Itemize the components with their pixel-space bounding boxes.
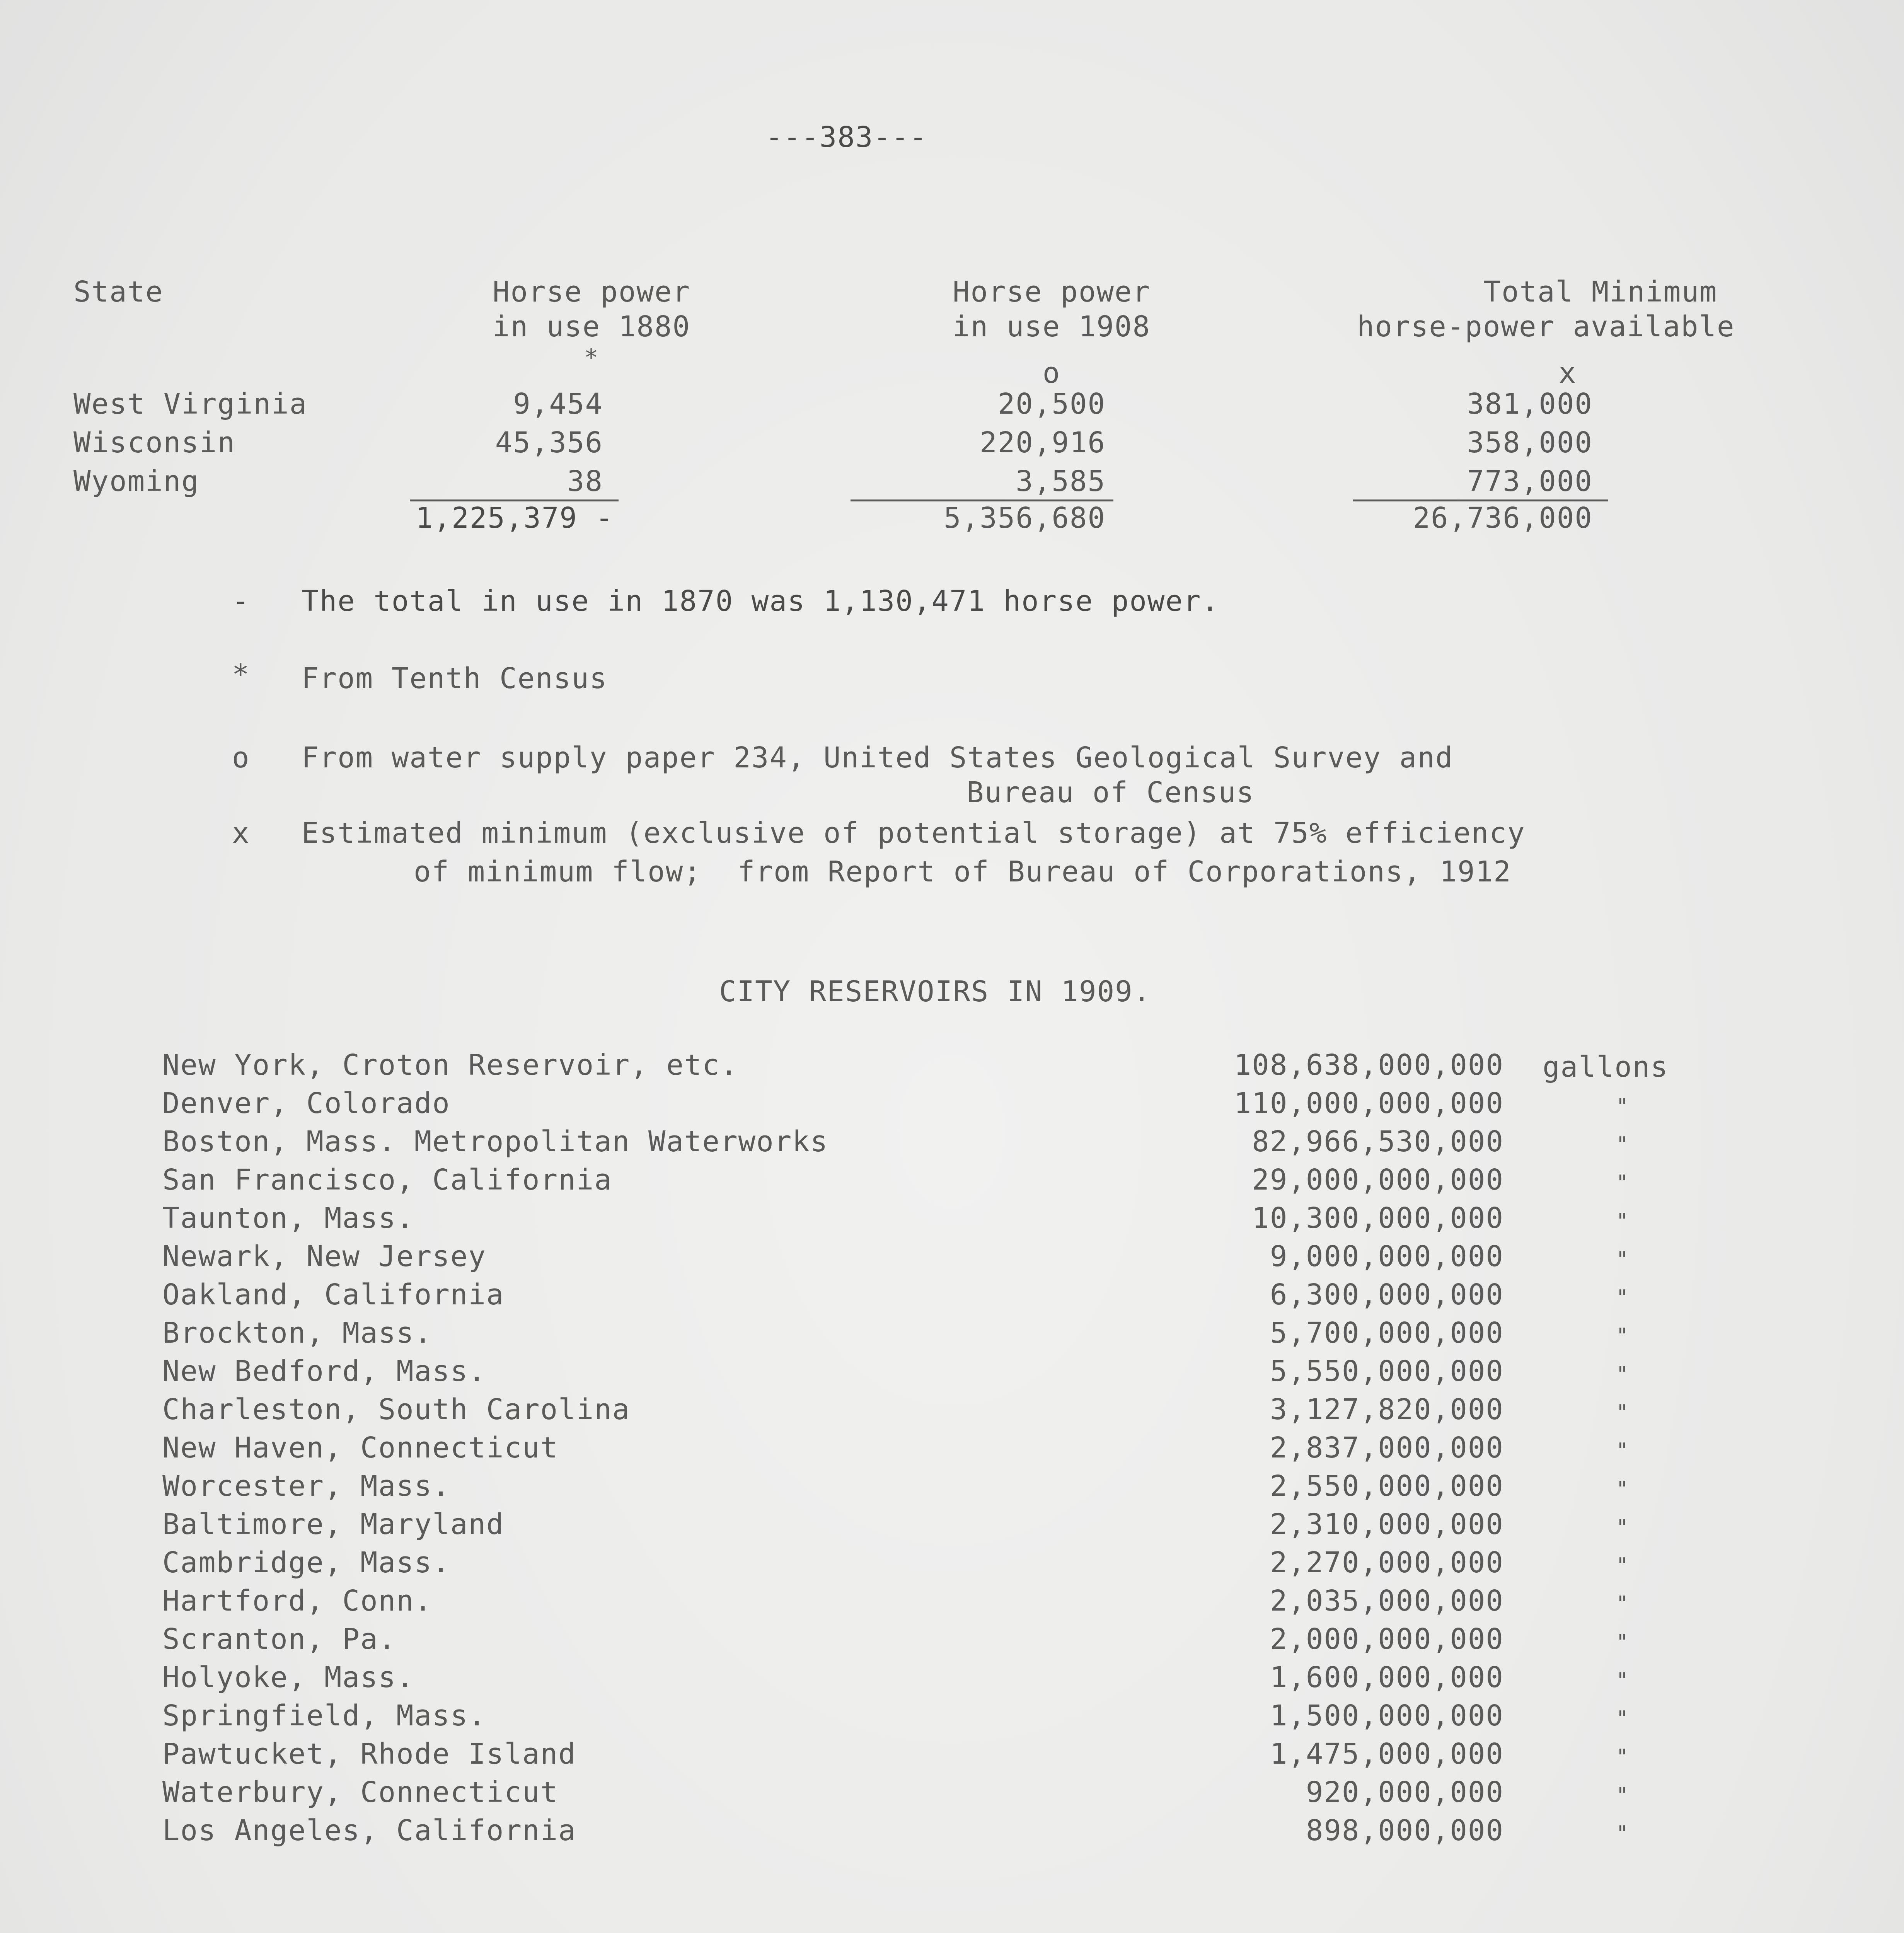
header-hp1880-line1: Horse power bbox=[492, 275, 691, 309]
ditto-mark: " bbox=[1616, 1247, 1630, 1272]
reservoir-city: Holyoke, Mass. bbox=[162, 1661, 414, 1694]
total-total: 26,736,000 bbox=[1413, 501, 1593, 535]
table-row-total: 381,000 bbox=[1467, 387, 1593, 421]
table-row-state: West Virginia bbox=[73, 387, 308, 421]
ditto-mark: " bbox=[1616, 1324, 1630, 1348]
reservoir-gallons: 2,550,000,000 bbox=[1270, 1469, 1504, 1503]
reservoir-city: Hartford, Conn. bbox=[162, 1584, 433, 1618]
reservoirs-unit: gallons bbox=[1543, 1050, 1669, 1084]
footnote-text: Bureau of Census bbox=[966, 776, 1255, 809]
table-row-hp1908: 20,500 bbox=[997, 387, 1106, 421]
ditto-mark: " bbox=[1616, 1515, 1630, 1539]
header-hp1908-line1: Horse power bbox=[952, 275, 1151, 309]
reservoir-gallons: 6,300,000,000 bbox=[1270, 1278, 1504, 1311]
reservoir-gallons: 110,000,000,000 bbox=[1234, 1087, 1504, 1120]
reservoir-gallons: 2,000,000,000 bbox=[1270, 1623, 1504, 1656]
reservoir-city: Charleston, South Carolina bbox=[162, 1393, 631, 1426]
ditto-mark: " bbox=[1616, 1706, 1630, 1731]
reservoir-gallons: 898,000,000 bbox=[1306, 1814, 1504, 1847]
ditto-mark: " bbox=[1616, 1209, 1630, 1233]
footnote-mark: o bbox=[232, 741, 250, 774]
reservoir-gallons: 9,000,000,000 bbox=[1270, 1240, 1504, 1273]
table-row-hp1880: 38 bbox=[567, 465, 603, 498]
reservoir-gallons: 5,700,000,000 bbox=[1270, 1316, 1504, 1350]
reservoir-gallons: 3,127,820,000 bbox=[1270, 1393, 1504, 1426]
reservoir-gallons: 2,035,000,000 bbox=[1270, 1584, 1504, 1618]
header-total-mark: x bbox=[1558, 356, 1577, 390]
ditto-mark: " bbox=[1616, 1132, 1630, 1157]
ditto-mark: " bbox=[1616, 1630, 1630, 1654]
reservoir-gallons: 920,000,000 bbox=[1306, 1776, 1504, 1809]
ditto-mark: " bbox=[1616, 1745, 1630, 1769]
header-total-line1: Total Minimum bbox=[1483, 275, 1718, 309]
reservoir-city: Springfield, Mass. bbox=[162, 1699, 486, 1732]
footnote-text: From water supply paper 234, United States Geological Survey and bbox=[302, 741, 1454, 774]
footnote-text: From Tenth Census bbox=[302, 662, 608, 695]
reservoir-city: Waterbury, Connecticut bbox=[162, 1776, 559, 1809]
reservoir-city: Boston, Mass. Metropolitan Waterworks bbox=[162, 1125, 828, 1158]
table-row-hp1908: 220,916 bbox=[980, 426, 1106, 459]
reservoir-city: New Bedford, Mass. bbox=[162, 1355, 486, 1388]
table-row-hp1908: 3,585 bbox=[1016, 465, 1106, 498]
reservoir-city: Denver, Colorado bbox=[162, 1087, 450, 1120]
reservoir-gallons: 2,270,000,000 bbox=[1270, 1546, 1504, 1579]
reservoir-city: Brockton, Mass. bbox=[162, 1316, 433, 1350]
reservoir-gallons: 1,475,000,000 bbox=[1270, 1737, 1504, 1771]
ditto-mark: " bbox=[1616, 1477, 1630, 1501]
footnote-text: of minimum flow; from Report of Bureau of Corporations, 1912 bbox=[414, 855, 1512, 888]
reservoir-gallons: 108,638,000,000 bbox=[1234, 1048, 1504, 1082]
footnote-mark: * bbox=[232, 658, 250, 691]
ditto-mark: " bbox=[1616, 1400, 1630, 1425]
footnote-mark: - bbox=[232, 585, 250, 618]
reservoir-gallons: 2,310,000,000 bbox=[1270, 1508, 1504, 1541]
table-row-total: 773,000 bbox=[1467, 465, 1593, 498]
table-row-state: Wisconsin bbox=[73, 426, 235, 459]
ditto-mark: " bbox=[1616, 1821, 1630, 1846]
table-row-state: Wyoming bbox=[73, 465, 199, 498]
reservoir-gallons: 82,966,530,000 bbox=[1252, 1125, 1504, 1158]
header-hp1880-mark: * bbox=[584, 344, 599, 371]
ditto-mark: " bbox=[1616, 1362, 1630, 1386]
ditto-mark: " bbox=[1616, 1783, 1630, 1807]
table-row-total: 358,000 bbox=[1467, 426, 1593, 459]
reservoir-gallons: 2,837,000,000 bbox=[1270, 1431, 1504, 1464]
ditto-mark: " bbox=[1616, 1668, 1630, 1693]
header-hp1908-mark: o bbox=[1042, 356, 1061, 390]
header-hp1908-line2: in use 1908 bbox=[952, 310, 1151, 343]
footnote-text: The total in use in 1870 was 1,130,471 horse power. bbox=[302, 585, 1220, 618]
table-row-hp1880: 9,454 bbox=[513, 387, 603, 421]
ditto-mark: " bbox=[1616, 1553, 1630, 1578]
reservoir-city: New Haven, Connecticut bbox=[162, 1431, 559, 1464]
reservoir-city: Cambridge, Mass. bbox=[162, 1546, 450, 1579]
reservoir-gallons: 1,500,000,000 bbox=[1270, 1699, 1504, 1732]
reservoir-city: Scranton, Pa. bbox=[162, 1623, 397, 1656]
ditto-mark: " bbox=[1616, 1285, 1630, 1310]
ditto-mark: " bbox=[1616, 1439, 1630, 1463]
table-row-hp1880: 45,356 bbox=[495, 426, 603, 459]
reservoir-gallons: 1,600,000,000 bbox=[1270, 1661, 1504, 1694]
ditto-mark: " bbox=[1616, 1171, 1630, 1195]
header-total-line2: horse-power available bbox=[1357, 310, 1735, 343]
reservoir-city: Oakland, California bbox=[162, 1278, 505, 1311]
reservoir-city: Worcester, Mass. bbox=[162, 1469, 450, 1503]
reservoir-city: New York, Croton Reservoir, etc. bbox=[162, 1048, 738, 1082]
total-hp1908: 5,356,680 bbox=[944, 501, 1106, 535]
header-state: State bbox=[73, 275, 164, 309]
ditto-mark: " bbox=[1616, 1592, 1630, 1616]
reservoir-city: Baltimore, Maryland bbox=[162, 1508, 505, 1541]
total-hp1880: 1,225,379 - bbox=[416, 501, 614, 535]
reservoir-city: Pawtucket, Rhode Island bbox=[162, 1737, 576, 1771]
footnote-mark: x bbox=[232, 816, 250, 850]
reservoir-city: Taunton, Mass. bbox=[162, 1202, 414, 1235]
reservoirs-title: CITY RESERVOIRS IN 1909. bbox=[719, 975, 1151, 1008]
reservoir-gallons: 10,300,000,000 bbox=[1252, 1202, 1504, 1235]
page-number: ---383--- bbox=[765, 121, 927, 154]
ditto-mark: " bbox=[1616, 1094, 1630, 1118]
reservoir-gallons: 29,000,000,000 bbox=[1252, 1163, 1504, 1197]
reservoir-gallons: 5,550,000,000 bbox=[1270, 1355, 1504, 1388]
reservoir-city: San Francisco, California bbox=[162, 1163, 612, 1197]
reservoir-city: Los Angeles, California bbox=[162, 1814, 576, 1847]
footnote-text: Estimated minimum (exclusive of potential storage) at 75% efficiency bbox=[302, 816, 1526, 850]
header-hp1880-line2: in use 1880 bbox=[492, 310, 691, 343]
reservoir-city: Newark, New Jersey bbox=[162, 1240, 486, 1273]
